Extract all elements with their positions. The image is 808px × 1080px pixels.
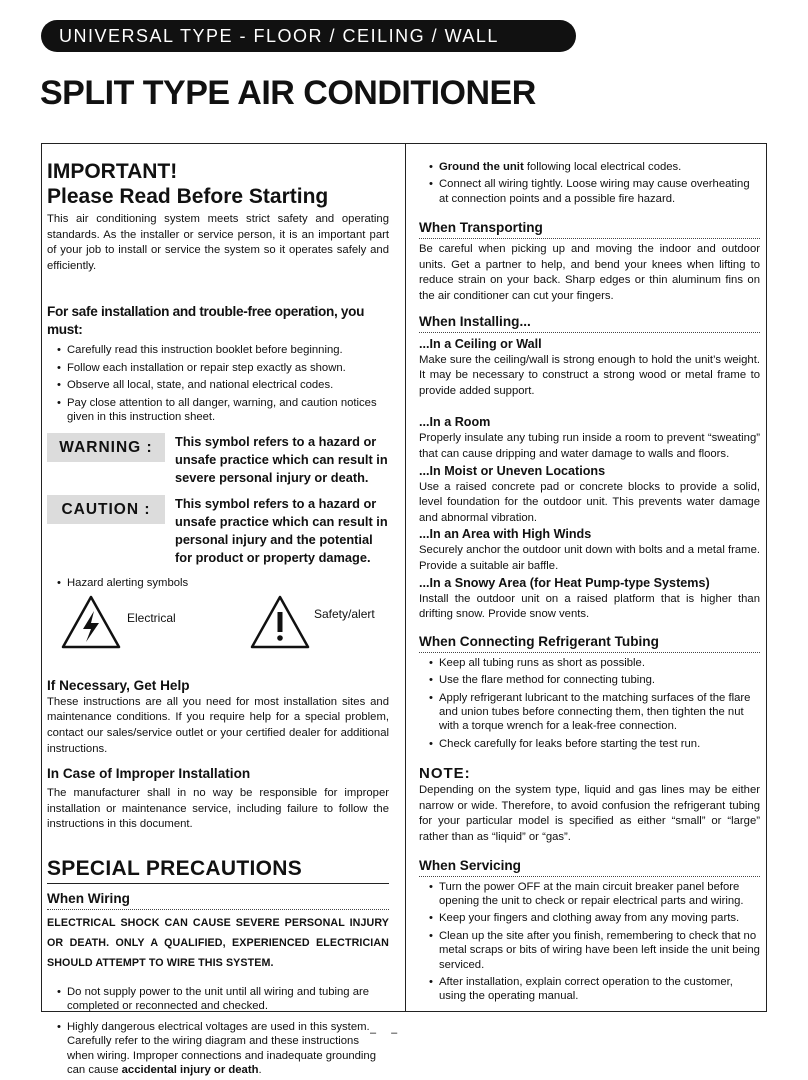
caution-label: CAUTION : bbox=[47, 495, 165, 524]
servicing-heading: When Servicing bbox=[419, 857, 760, 877]
help-heading: If Necessary, Get Help bbox=[47, 677, 190, 693]
column-divider bbox=[405, 143, 406, 1012]
list-item: • Connect all wiring tightly. Loose wiring may cause overheating at connection points and a possible fire hazard. bbox=[419, 177, 760, 206]
transport-heading: When Transporting bbox=[419, 219, 760, 239]
list-item: • Keep your fingers and clothing away from any moving parts. bbox=[419, 911, 760, 925]
list-item: • Keep all tubing runs as short as possible. bbox=[419, 656, 760, 670]
safe-heading: For safe installation and trouble-free operation, you must: bbox=[47, 304, 365, 338]
header-pill: UNIVERSAL TYPE - FLOOR / CEILING / WALL bbox=[41, 20, 576, 52]
safety-label: Safety/alert bbox=[314, 606, 375, 621]
caution-block bbox=[47, 495, 389, 567]
warning-label: WARNING : bbox=[47, 433, 165, 462]
warning-block bbox=[47, 433, 389, 487]
page-title: SPLIT TYPE AIR CONDITIONER bbox=[40, 74, 536, 112]
intro-text: This air conditioning system meets strict safety and operating standards. As the installer or service person, it is an important part of your job to install or service the system so it operates safely and efficiently. bbox=[47, 213, 389, 272]
wiring-warning-text: ELECTRICAL SHOCK CAN CAUSE SEVERE PERSONAL INJURY OR DEATH. ONLY A QUALIFIED, EXPERIENCED ELECTRICIAN SHOULD ATTEMPT TO WIRE THIS SYSTEM. bbox=[47, 916, 389, 969]
electrical-label: Electrical bbox=[127, 610, 176, 625]
list-item: • Use the flare method for connecting tubing. bbox=[419, 673, 760, 687]
list-item: • Do not supply power to the unit until all wiring and tubing are completed or reconnected and checked. bbox=[47, 985, 389, 1014]
warning-text: This symbol refers to a hazard or unsafe practice which can result in severe personal injury or death. bbox=[175, 434, 388, 486]
list-item: • Hazard alerting symbols bbox=[47, 576, 389, 590]
transport-text: Be careful when picking up and moving the indoor and outdoor units. Get a partner to help, and bend your knees when lifting to reduce strain on your back. Sharp edges or thin aluminum fins on the air conditioner can cut your fingers. bbox=[419, 243, 760, 302]
list-item: • Apply refrigerant lubricant to the matching surfaces of the flare and union tubes before connecting them, then tighten the nut with a torque wrench for a leak-free connection. bbox=[419, 691, 760, 734]
tubing-list bbox=[419, 656, 760, 751]
note-heading: NOTE: bbox=[419, 765, 471, 783]
list-item: • Turn the power OFF at the main circuit breaker panel before opening the unit to check or repair electrical parts and wiring. bbox=[419, 880, 760, 909]
wiring-list bbox=[47, 985, 389, 1077]
special-precautions-title: SPECIAL PRECAUTIONS bbox=[47, 855, 389, 884]
servicing-list bbox=[419, 880, 760, 1004]
safety-alert-icon bbox=[250, 595, 310, 649]
snowy-text: Install the outdoor unit on a raised platform that is higher than drifting snow. Provide snow vents. bbox=[419, 592, 760, 621]
improper-text: The manufacturer shall in no way be responsible for improper installation or maintenance service, including failure to follow the instructions in this document. bbox=[47, 787, 389, 831]
left-column bbox=[47, 143, 389, 1080]
list-item: • Check carefully for leaks before starting the test run. bbox=[419, 737, 760, 751]
list-item bbox=[419, 160, 760, 174]
winds-text: Securely anchor the outdoor unit down with bolts and a metal frame. Provide a suitable air baffle. bbox=[419, 544, 760, 572]
electrical-hazard-icon bbox=[61, 595, 121, 649]
safe-list bbox=[47, 343, 389, 424]
moist-text: Use a raised concrete pad or concrete blocks to provide a solid, level foundation for the outdoor unit. This prevents water damage and abnormal vibration. bbox=[419, 480, 760, 524]
important-heading: IMPORTANT! bbox=[47, 160, 178, 183]
list-item: • Pay close attention to all danger, warning, and caution notices given in this instruction sheet. bbox=[47, 396, 389, 425]
list-item: • Clean up the site after you finish, remembering to check that no metal scraps or bits of wiring have been left inside the unit being serviced. bbox=[419, 929, 760, 972]
ceiling-heading: ...In a Ceiling or Wall bbox=[419, 336, 542, 351]
ceiling-text: Make sure the ceiling/wall is strong enough to hold the unit’s weight. It may be necessary to construct a strong wood or metal frame to provide added support. bbox=[419, 353, 760, 397]
hazard-symbols bbox=[47, 595, 389, 655]
wiring-item2-text: Highly dangerous electrical voltages are used in this system. Carefully refer to the wiring diagram and these instructions when wiring. Improper connections and inadequate grounding can cause bbox=[67, 1020, 376, 1076]
help-text: These instructions are all you need for most installation sites and maintenance conditions. If you require help for a special problem, contact our sales/service outlet or your certified dealer for additional instructions. bbox=[47, 695, 389, 755]
wiring-item2-bold: accidental injury or death bbox=[121, 1064, 259, 1076]
wiring-continued-list bbox=[419, 160, 760, 206]
ground-rest: following local electrical codes. bbox=[523, 161, 682, 173]
page-number: – – bbox=[370, 1027, 404, 1039]
moist-heading: ...In Moist or Uneven Locations bbox=[419, 463, 606, 478]
tubing-heading: When Connecting Refrigerant Tubing bbox=[419, 633, 760, 653]
improper-heading: In Case of Improper Installation bbox=[47, 766, 251, 782]
right-column bbox=[419, 143, 760, 1007]
winds-heading: ...In an Area with High Winds bbox=[419, 527, 592, 542]
note-text: Depending on the system type, liquid and gas lines may be either narrow or wide. Therefore, to avoid confusion the refrigerant tubing for your particular model is specified as either “small” or “large” rather than as “liquid” or “gas”. bbox=[419, 784, 760, 843]
wiring-item2-end: . bbox=[258, 1064, 262, 1076]
room-text: Properly insulate any tubing run inside a room to prevent “sweating” that can cause dripping and water damage to walls and floors. bbox=[419, 432, 760, 460]
list-item: • Carefully read this instruction booklet before beginning. bbox=[47, 343, 389, 357]
list-item bbox=[47, 1020, 389, 1078]
caution-text: This symbol refers to a hazard or unsafe practice which can result in personal injury and the potential for product or property damage. bbox=[175, 496, 388, 566]
hazard-list bbox=[47, 576, 389, 590]
list-item: • Observe all local, state, and national electrical codes. bbox=[47, 378, 389, 392]
snowy-heading: ...In a Snowy Area (for Heat Pump-type Systems) bbox=[419, 575, 710, 590]
ground-bold: Ground the unit bbox=[439, 161, 524, 173]
list-item: • After installation, explain correct operation to the customer, using the operating manual. bbox=[419, 975, 760, 1004]
installing-heading: When Installing... bbox=[419, 313, 760, 333]
room-heading: ...In a Room bbox=[419, 415, 491, 430]
wiring-heading: When Wiring bbox=[47, 890, 389, 910]
important-subheading: Please Read Before Starting bbox=[47, 185, 329, 208]
list-item: • Follow each installation or repair step exactly as shown. bbox=[47, 361, 389, 375]
